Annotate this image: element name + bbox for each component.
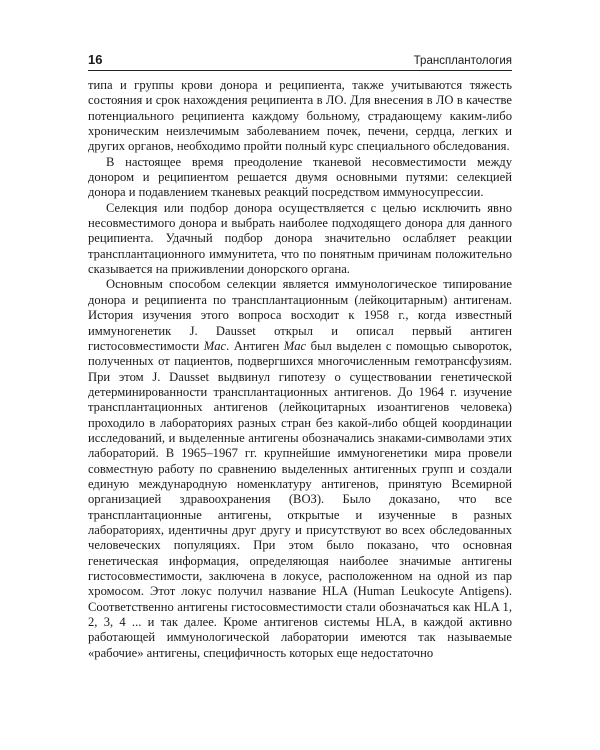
body-text	[88, 78, 512, 661]
antigen-name: Mac	[203, 338, 227, 353]
paragraph	[88, 78, 512, 155]
paragraph-text: был выделен с помощью сывороток, полученных от пациентов, подвергшихся многочисленным гемотрансфузиям. При этом J. Dausset выдвинул гипотезу о существовании генетической детерминированности трансплантационных антигенов. До 1964 г. изучение трансплантационных антигенов (лейкоцитарных изоантигенов человека) проходило в лабораториях разных стран без какой-либо общей координации исследований, и выделенные антигены обозначались знаками-символами этих лабораторий. В 1965–1967 гг. крупнейшие иммуногенетики мира провели совместную работу по сравнению выделенных антигенных групп и создали единую международную номенклатуру антигенов, принятую Всемирной организацией здравоохранения (ВОЗ). Было доказано, что все трансплантационные антигены, открытые и изученные в разных лабораториях, идентичны друг другу и присутствуют во всех обследованных человеческих популяциях. При этом было показано, что основная генетическая информация, определяющая наиболее значимые антигены гистосовместимости, заключена в локусе, расположенном на одной из пар хромосом. Этот локус получил название HLA (Human Leukocyte Antigens). Соответственно антигены гистосовместимости стали обозначаться как HLA 1, 2, 3, 4 ... и так далее. Кроме антигенов системы HLA, в каждой активно работающей иммунологической лаборатории имеются так называемые «рабочие» антигены, специфичность которых еще недостаточно	[88, 338, 512, 660]
header-rule	[88, 70, 512, 71]
paragraph	[88, 155, 512, 201]
paragraph	[88, 277, 512, 661]
page-header	[88, 52, 512, 67]
paragraph-text: Основным способом селекции является иммунологическое типирование донора и реципиента по трансплантационным (лейкоцитарным) антигенам. История изучения этого вопроса восходит к 1958 г., когда известный иммуногенетик J. Dausset открыл и описал первый антиген гистосовместимости	[88, 277, 512, 353]
paragraph-text: Селекция или подбор донора осуществляется с целью исключить явно несовместимого донора и выбрать наиболее подходящего донора для данного реципиента. Удачный подбор донора значительно ослабляет реакции трансплантационного иммунитета, что по понятным причинам положительно сказывается на приживлении донорского органа.	[88, 200, 512, 277]
page-number: 16	[88, 52, 103, 67]
paragraph-text: типа и группы крови донора и реципиента, также учитываются тяжесть состояния и срок нахождения реципиента в ЛО. Для внесения в ЛО в качестве потенциального реципиента каждому больному, страдающему каким-либо хроническим неизлечимым заболеванием почек, печени, сердца, легких и других органов, необходимо пройти полный курс специального обследования.	[88, 78, 512, 154]
paragraph-text: . Антиген	[226, 338, 284, 353]
running-title: Трансплантология	[413, 55, 512, 67]
antigen-name: Mac	[283, 338, 307, 353]
paragraph	[88, 201, 512, 278]
paragraph-text: В настоящее время преодоление тканевой несовместимости между донором и реципиентом решается двумя основными путями: селекцией донора и подавлением тканевых реакций посредством иммуносупрессии.	[88, 154, 512, 200]
